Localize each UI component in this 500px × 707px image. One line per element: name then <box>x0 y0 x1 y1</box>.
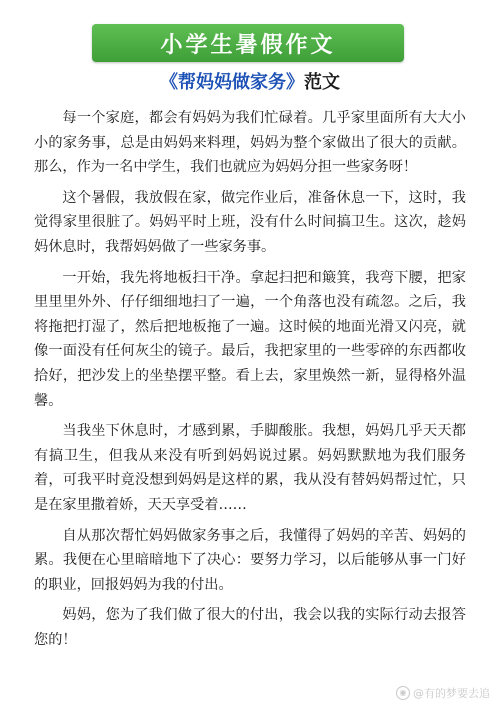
essay-title <box>0 68 500 94</box>
essay-body <box>34 106 466 658</box>
paragraph-6: 妈妈，您为了我们做了很大的付出，我会以我的实际行动去报答您的！ <box>34 607 466 648</box>
paragraph-2: 这个暑假，我放假在家，做完作业后，准备休息一下，这时，我觉得家里很脏了。妈妈平时上班，没有什么时间搞卫生。这次，趁妈妈休息时，我帮妈妈做了一些家务事。 <box>34 189 466 255</box>
paragraph-3: 一开始，我先将地板扫干净。拿起扫把和簸箕，我弯下腰，把家里里里外外、仔仔细细地扫了一遍，一个角落也没有疏忽。之后，我将拖把打湿了，然后把地板拖了一遍。这时候的地面光滑又闪亮，就像一面没有任何灰尘的镜子。最后，我把家里的一些零碎的东西都收拾好，把沙发上的坐垫摆平整。看上去，家里焕然一新，显得格外温馨。 <box>34 269 466 409</box>
banner-title: 小学生暑假作文 <box>160 32 336 58</box>
essay-title-quoted: 《帮妈妈做家务》 <box>160 72 304 93</box>
title-banner <box>92 24 404 62</box>
paragraph-1: 每一个家庭，都会有妈妈为我们忙碌着。几乎家里面所有大大小小的家务事，总是由妈妈来料理，妈妈为整个家做出了很大的贡献。那么，作为一名中学生，我们也就应为妈妈分担一些家务呀！ <box>34 110 466 176</box>
paragraph-4: 当我坐下休息时，才感到累，手脚酸胀。我想，妈妈几乎天天都有搞卫生，但我从来没有听到妈妈说过累。妈妈默默地为我们服务着，可我平时竟没想到妈妈是这样的累，我从没有替妈妈帮过忙，只是在家里撒着娇，天天享受着…… <box>34 423 466 513</box>
paragraph-5: 自从那次帮忙妈妈做家务事之后，我懂得了妈妈的辛苦、妈妈的累。我便在心里暗暗地下了决心：要努力学习，以后能够从事一门好的职业，回报妈妈为我的付出。 <box>34 527 466 593</box>
essay-title-suffix: 范文 <box>304 72 340 93</box>
watermark-icon: ◉ <box>396 686 410 700</box>
watermark <box>396 685 490 701</box>
watermark-text: @有的梦要去追 <box>413 687 490 700</box>
